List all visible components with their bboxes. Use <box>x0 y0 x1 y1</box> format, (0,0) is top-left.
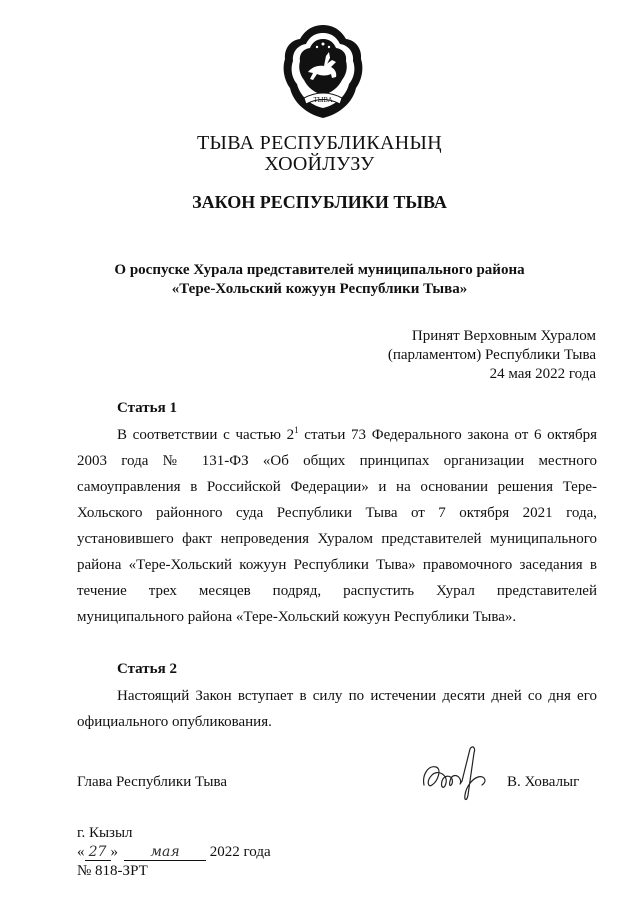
tuva-coat-of-arms-icon <box>280 22 366 122</box>
open-quote: « <box>77 844 85 860</box>
article1-line: муниципального района «Тере-Хольский кожуун Республики Тыва». <box>77 609 517 625</box>
article2-line: официального опубликования. <box>77 714 272 730</box>
close-quote: » <box>110 844 118 860</box>
parliament-name-line2: ХООЙЛУЗУ <box>264 153 375 175</box>
handwritten-month: мая <box>124 845 206 861</box>
signing-city: г. Кызыл <box>77 825 133 841</box>
adoption-note-line1: Принят Верховным Хуралом <box>411 328 596 344</box>
article1-line: течение трех месяцев подряд, распустить Хурал представителей <box>77 583 597 599</box>
article1-text: В соответствии с частью 2 <box>117 427 295 443</box>
law-title: ЗАКОН РЕСПУБЛИКИ ТЫВА <box>192 192 447 212</box>
article1-line: самоуправления в Российской Федерации» и на основании решения Тере- <box>77 479 597 495</box>
article1-line: 2003 года № 131-ФЗ «Об общих принципах организации местного <box>77 453 597 469</box>
article1-line: района «Тере-Хольский кожуун Республики Тыва» правомочного заседания в <box>77 557 597 573</box>
adoption-date: 24 мая 2022 года <box>489 366 596 382</box>
signing-date <box>77 844 271 861</box>
article1-heading: Статья 1 <box>117 400 177 416</box>
parliament-name-line1: ТЫВА РЕСПУБЛИКАНЫҢ <box>197 132 442 154</box>
law-subject-line1: О роспуске Хурала представителей муниципального района <box>114 262 525 278</box>
signatory-name: В. Ховалыг <box>507 774 580 790</box>
article1-line: Хольского районного суда Республики Тыва от 7 октября 2021 года, <box>77 505 597 521</box>
article1-text: статьи 73 Федерального закона от 6 октября <box>298 427 598 443</box>
article2-line: Настоящий Закон вступает в силу по истечении десяти дней со дня его <box>117 688 597 704</box>
adoption-note-line2: (парламентом) Республики Тыва <box>387 347 596 363</box>
article1-line: установившего факт непроведения Хуралом представителей муниципального <box>77 531 597 547</box>
law-subject-line2: «Тере-Хольский кожуун Республики Тыва» <box>171 281 468 297</box>
article1-line <box>77 426 597 444</box>
superscript: 1 <box>294 425 299 435</box>
handwritten-signature-icon <box>418 745 492 803</box>
law-number: № 818-ЗРТ <box>77 863 148 879</box>
emblem-inscription: ТЫВА <box>313 97 333 104</box>
signatory-title: Глава Республики Тыва <box>77 774 228 790</box>
article2-heading: Статья 2 <box>117 661 177 677</box>
handwritten-day: 27 <box>85 845 111 861</box>
signing-year: 2022 года <box>209 844 271 860</box>
